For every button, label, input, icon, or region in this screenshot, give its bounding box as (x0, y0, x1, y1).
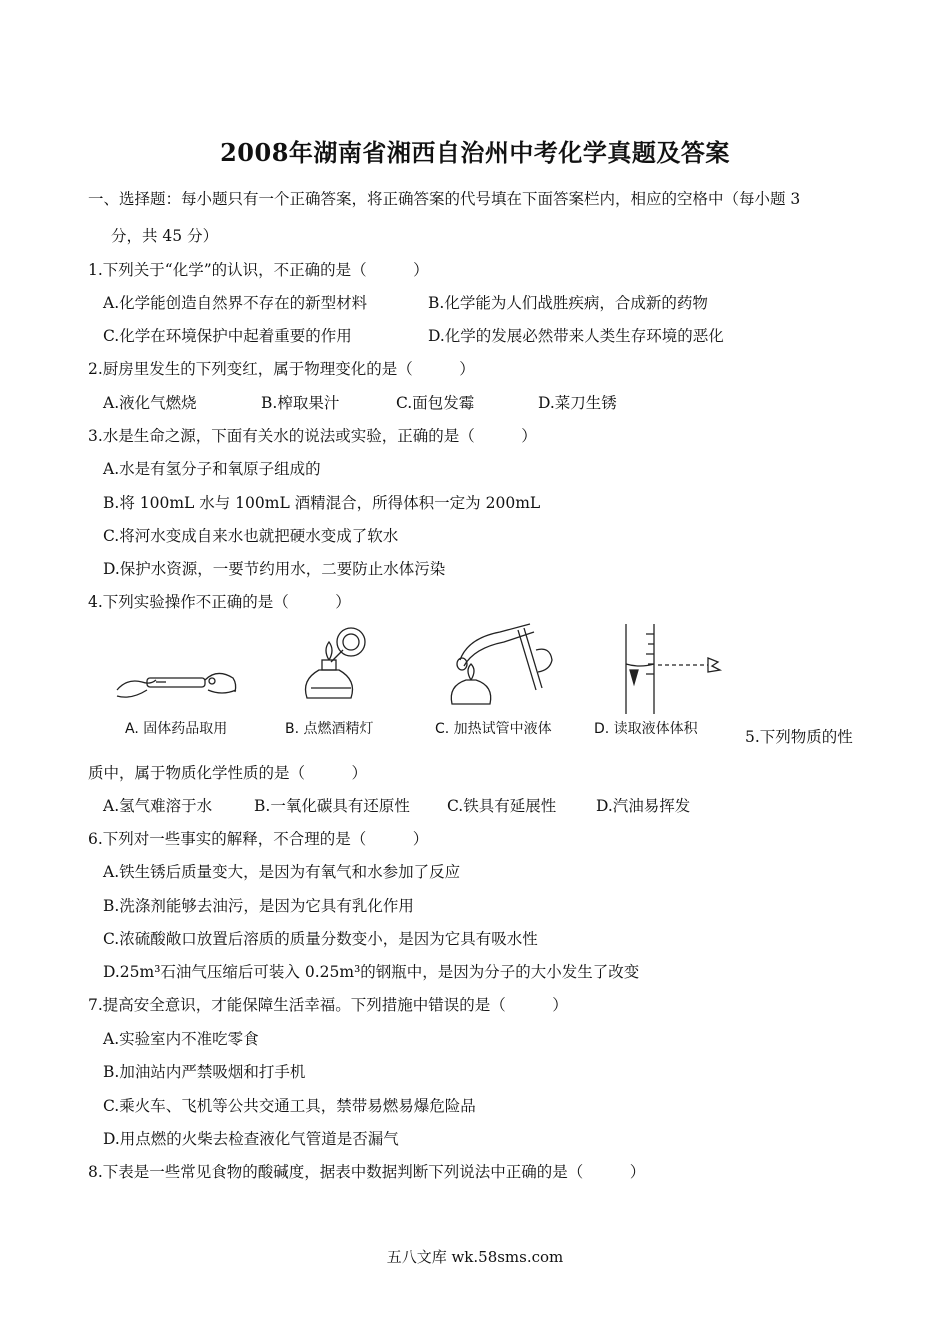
question-6-stem: 6.下列对一些事实的解释，不合理的是（ ） (88, 830, 429, 848)
q2-option-b: B.榨取果汁 (261, 394, 340, 412)
q5-option-c: C.铁具有延展性 (447, 797, 557, 815)
section-heading: 一、选择题：每小题只有一个正确答案，将正确答案的代号填在下面答案栏内，相应的空格中（每小题 3 (88, 190, 801, 208)
q2-option-a: A.液化气燃烧 (103, 394, 197, 412)
section-heading-cont: 分，共 45 分） (111, 227, 219, 245)
q7-option-d: D.用点燃的火柴去检查液化气管道是否漏气 (103, 1130, 399, 1148)
question-2-stem: 2.厨房里发生的下列变红，属于物理变化的是（ ） (88, 360, 475, 378)
question-3-stem: 3.水是生命之源，下面有关水的说法或实验，正确的是（ ） (88, 427, 537, 445)
q5-option-d: D.汽油易挥发 (596, 797, 691, 815)
question-1-stem: 1.下列关于“化学”的认识，不正确的是（ ） (88, 261, 429, 279)
q5-option-b: B.一氧化碳具有还原性 (254, 797, 410, 815)
question-8-stem: 8.下表是一些常见食物的酸碱度，据表中数据判断下列说法中正确的是（ ） (88, 1163, 646, 1181)
q2-option-c: C.面包发霉 (396, 394, 475, 412)
q7-option-b: B.加油站内严禁吸烟和打手机 (103, 1063, 306, 1081)
footer: 五八文库 wk.58sms.com (386, 1248, 564, 1266)
figure-caption-b: B. 点燃酒精灯 (285, 721, 374, 737)
figure-caption-d: D. 读取液体体积 (594, 721, 698, 737)
figure-caption-c: C. 加热试管中液体 (435, 721, 552, 737)
figure-heating-test-tube (440, 620, 560, 719)
q3-option-d: D.保护水资源，一要节约用水，二要防止水体污染 (103, 560, 446, 578)
q6-option-c: C.浓硫酸敞口放置后溶质的质量分数变小，是因为它具有吸水性 (103, 930, 538, 948)
q2-option-d: D.菜刀生锈 (538, 394, 617, 412)
q6-option-a: A.铁生锈后质量变大，是因为有氧气和水参加了反应 (103, 863, 461, 881)
question-7-stem: 7.提高安全意识，才能保障生活幸福。下列措施中错误的是（ ） (88, 996, 568, 1014)
q6-option-b: B.洗涤剂能够去油污，是因为它具有乳化作用 (103, 897, 414, 915)
figure-alcohol-lamp (295, 620, 385, 714)
q5-option-a: A.氢气难溶于水 (103, 797, 213, 815)
page-title: 2008年湖南省湘西自治州中考化学真题及答案 (220, 138, 730, 167)
figure-graduated-cylinder (610, 620, 730, 719)
question-5-stem: 5.下列物质的性 (745, 728, 853, 746)
question-5-stem-cont: 质中，属于物质化学性质的是（ ） (88, 764, 368, 782)
q3-option-b: B.将 100mL 水与 100mL 酒精混合，所得体积一定为 200mL (103, 494, 541, 512)
q7-option-c: C.乘火车、飞机等公共交通工具，禁带易燃易爆危险品 (103, 1097, 476, 1115)
figure-caption-a: A. 固体药品取用 (125, 721, 228, 737)
q1-option-a: A.化学能创造自然界不存在的新型材料 (103, 294, 368, 312)
q3-option-a: A.水是有氢分子和氧原子组成的 (103, 460, 321, 478)
q7-option-a: A.实验室内不准吃零食 (103, 1030, 259, 1048)
question-4-stem: 4.下列实验操作不正确的是（ ） (88, 593, 351, 611)
q3-option-c: C.将河水变成自来水也就把硬水变成了软水 (103, 527, 399, 545)
q6-option-d: D.25m³石油气压缩后可装入 0.25m³的钢瓶中，是因为分子的大小发生了改变 (103, 963, 640, 981)
figure-solid-reagent (112, 620, 242, 714)
q1-option-d: D.化学的发展必然带来人类生存环境的恶化 (428, 327, 724, 345)
q1-option-c: C.化学在环境保护中起着重要的作用 (103, 327, 352, 345)
q1-option-b: B.化学能为人们战胜疾病，合成新的药物 (428, 294, 708, 312)
